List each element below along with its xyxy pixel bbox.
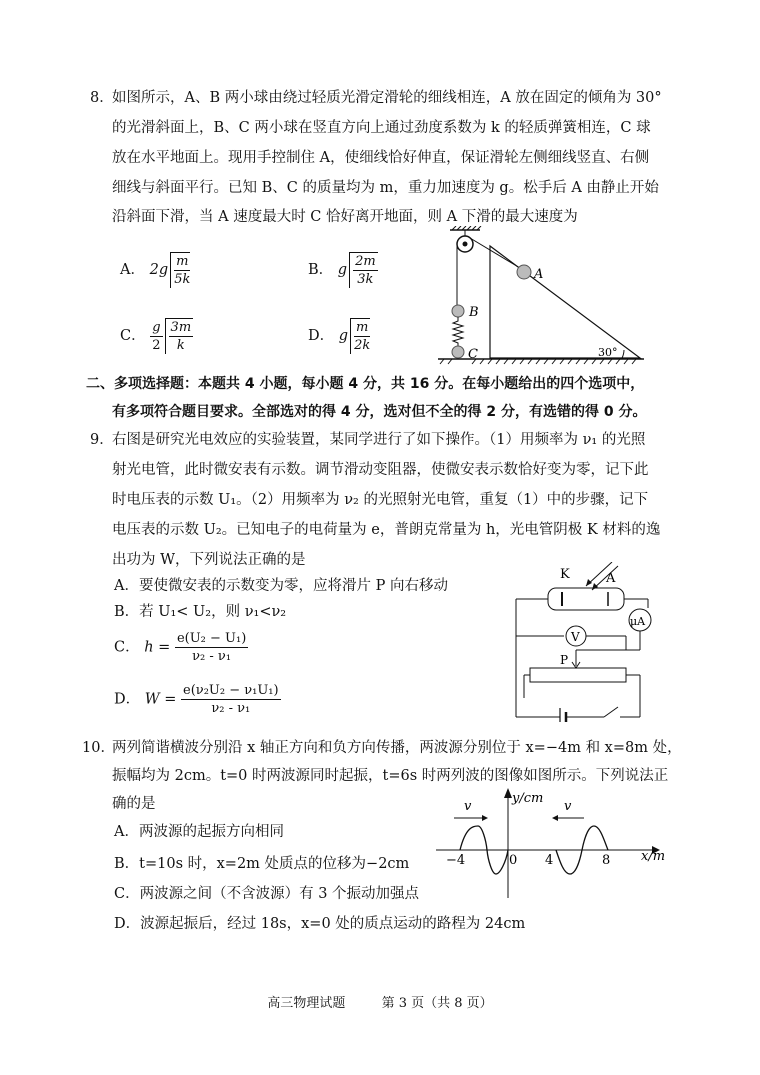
footer-title: 高三物理试题	[267, 996, 346, 1011]
q9-line-3: 时电压表的示数 U₁。（2）用频率为 ν₂ 的光照射光电管，重复（1）中的步骤，记下	[112, 492, 649, 508]
y-axis-label: y/cm	[512, 791, 544, 806]
section-2-instructions: 有多项符合题目要求。全部选对的得 4 分，选对但不全的得 2 分，有选错的得 0 分。	[112, 404, 647, 420]
rheostat	[530, 668, 626, 682]
label-slider-p: P	[560, 653, 569, 667]
q10-line-1: 两列简谐横波分别沿 x 轴正方向和负方向传播，两波源分别位于 x=−4m 和 x=8m 处，	[112, 740, 682, 756]
q10-line-3: 确的是	[112, 796, 156, 812]
q10-option-b: B．t=10s 时，x=2m 处质点的位移为−2cm	[114, 856, 410, 872]
q9-option-c: C． h = $\frac{\text{e(U₂ − U₁)}}{\text{ν₂ - ν₁}}$	[114, 631, 247, 664]
label-anode: A	[606, 571, 616, 586]
label-a: A	[534, 267, 544, 282]
q9-line-1: 右图是研究光电效应的实验装置，某同学进行了如下操作。（1）用频率为 ν₁ 的光照	[112, 432, 646, 448]
tick-neg-4: −4	[446, 853, 466, 868]
q9-option-d: D． W = $\frac{\text{e(ν₂U₂ − ν₁U₁)}}{\text{ν₂ - ν₁}}$	[114, 683, 279, 716]
q8-option-a: A． 2g $\frac{m}{5k}$	[120, 254, 191, 287]
section-2-heading: 二、多项选择题：本题共 4 小题，每小题 4 分，共 16 分。在每小题给出的四个选项中，	[86, 376, 645, 392]
q10-line-2: 振幅均为 2cm。t=0 时两波源同时起振，t=6s 时两列波的图像如图所示。下列说法正	[112, 768, 669, 784]
arrow-right-icon	[482, 815, 488, 821]
q10-number: 10．	[82, 740, 115, 756]
q8-option-c: C． $\frac{g}{2}$ $\frac{3m}{k}$	[120, 319, 192, 353]
q9-number: 9．	[90, 432, 114, 448]
q8-line-4: 细线与斜面平行。已知 B、C 的质量均为 m，重力加速度为 g。松手后 A 由静止开始	[112, 180, 659, 196]
label-v-left: v	[464, 799, 472, 814]
q10-option-c: C．两波源之间（不含波源）有 3 个振动加强点	[114, 886, 420, 902]
q10-option-a: A．两波源的起振方向相同	[114, 824, 284, 840]
q9-line-2: 射光电管，此时微安表有示数。调节滑动变阻器，使微安表示数恰好变为零，记下此	[112, 462, 649, 478]
q10-wave-graph	[430, 786, 670, 904]
incline	[490, 246, 640, 358]
tick-4: 4	[545, 853, 554, 868]
x-axis-label: x/m	[641, 849, 666, 864]
q9-option-a: A．要使微安表的示数变为零，应将滑片 P 向右移动	[114, 578, 448, 594]
tick-8: 8	[602, 853, 611, 868]
switch	[604, 707, 618, 717]
q10-option-d: D．波源起振后，经过 18s，x=0 处的质点运动的路程为 24cm	[114, 916, 526, 932]
ball-c	[452, 346, 464, 358]
spring	[453, 317, 463, 346]
q9-option-b: B．若 U₁< U₂，则 ν₁<ν₂	[114, 604, 287, 620]
label-v-right: v	[564, 799, 572, 814]
label-voltmeter: V	[571, 630, 580, 644]
q8-pulley-incline-figure	[432, 226, 646, 366]
label-c: C	[468, 347, 478, 362]
q9-line-4: 电压表的示数 U₂。已知电子的电荷量为 e，普朗克常量为 h，光电管阴极 K 材料的逸	[112, 522, 661, 538]
angle-label: 30°	[598, 346, 618, 359]
page-footer	[0, 992, 760, 1011]
q8-line-3: 放在水平地面上。现用手控制住 A，使细线恰好伸直，保证滑轮左侧细线竖直、右侧	[112, 150, 650, 166]
footer-page-number: 第 3 页（共 8 页）	[381, 996, 493, 1011]
q9-line-5: 出功为 W，下列说法正确的是	[112, 552, 306, 568]
q8-line-2: 的光滑斜面上，B、C 两小球在竖直方向上通过劲度系数为 k 的轻质弹簧相连，C 球	[112, 120, 651, 136]
q9-photoelectric-circuit-figure	[500, 562, 660, 722]
q8-line-1: 如图所示，A、B 两小球由绕过轻质光滑定滑轮的细线相连，A 放在固定的倾角为 30°	[112, 90, 662, 106]
tick-0: 0	[509, 853, 518, 868]
q8-line-5: 沿斜面下滑，当 A 速度最大时 C 恰好离开地面，则 A 下滑的最大速度为	[112, 209, 578, 225]
q8-option-d: D． g $\frac{m}{2k}$	[308, 320, 371, 353]
q8-number: 8．	[90, 90, 114, 106]
q8-option-b: B． g $\frac{2m}{3k}$	[308, 254, 376, 287]
phototube	[548, 588, 624, 610]
ball-b	[452, 305, 464, 317]
label-microammeter: μA	[630, 615, 646, 628]
arrow-left-icon	[552, 815, 558, 821]
ball-a	[517, 265, 531, 279]
label-b: B	[469, 305, 479, 320]
label-k: K	[560, 567, 570, 582]
